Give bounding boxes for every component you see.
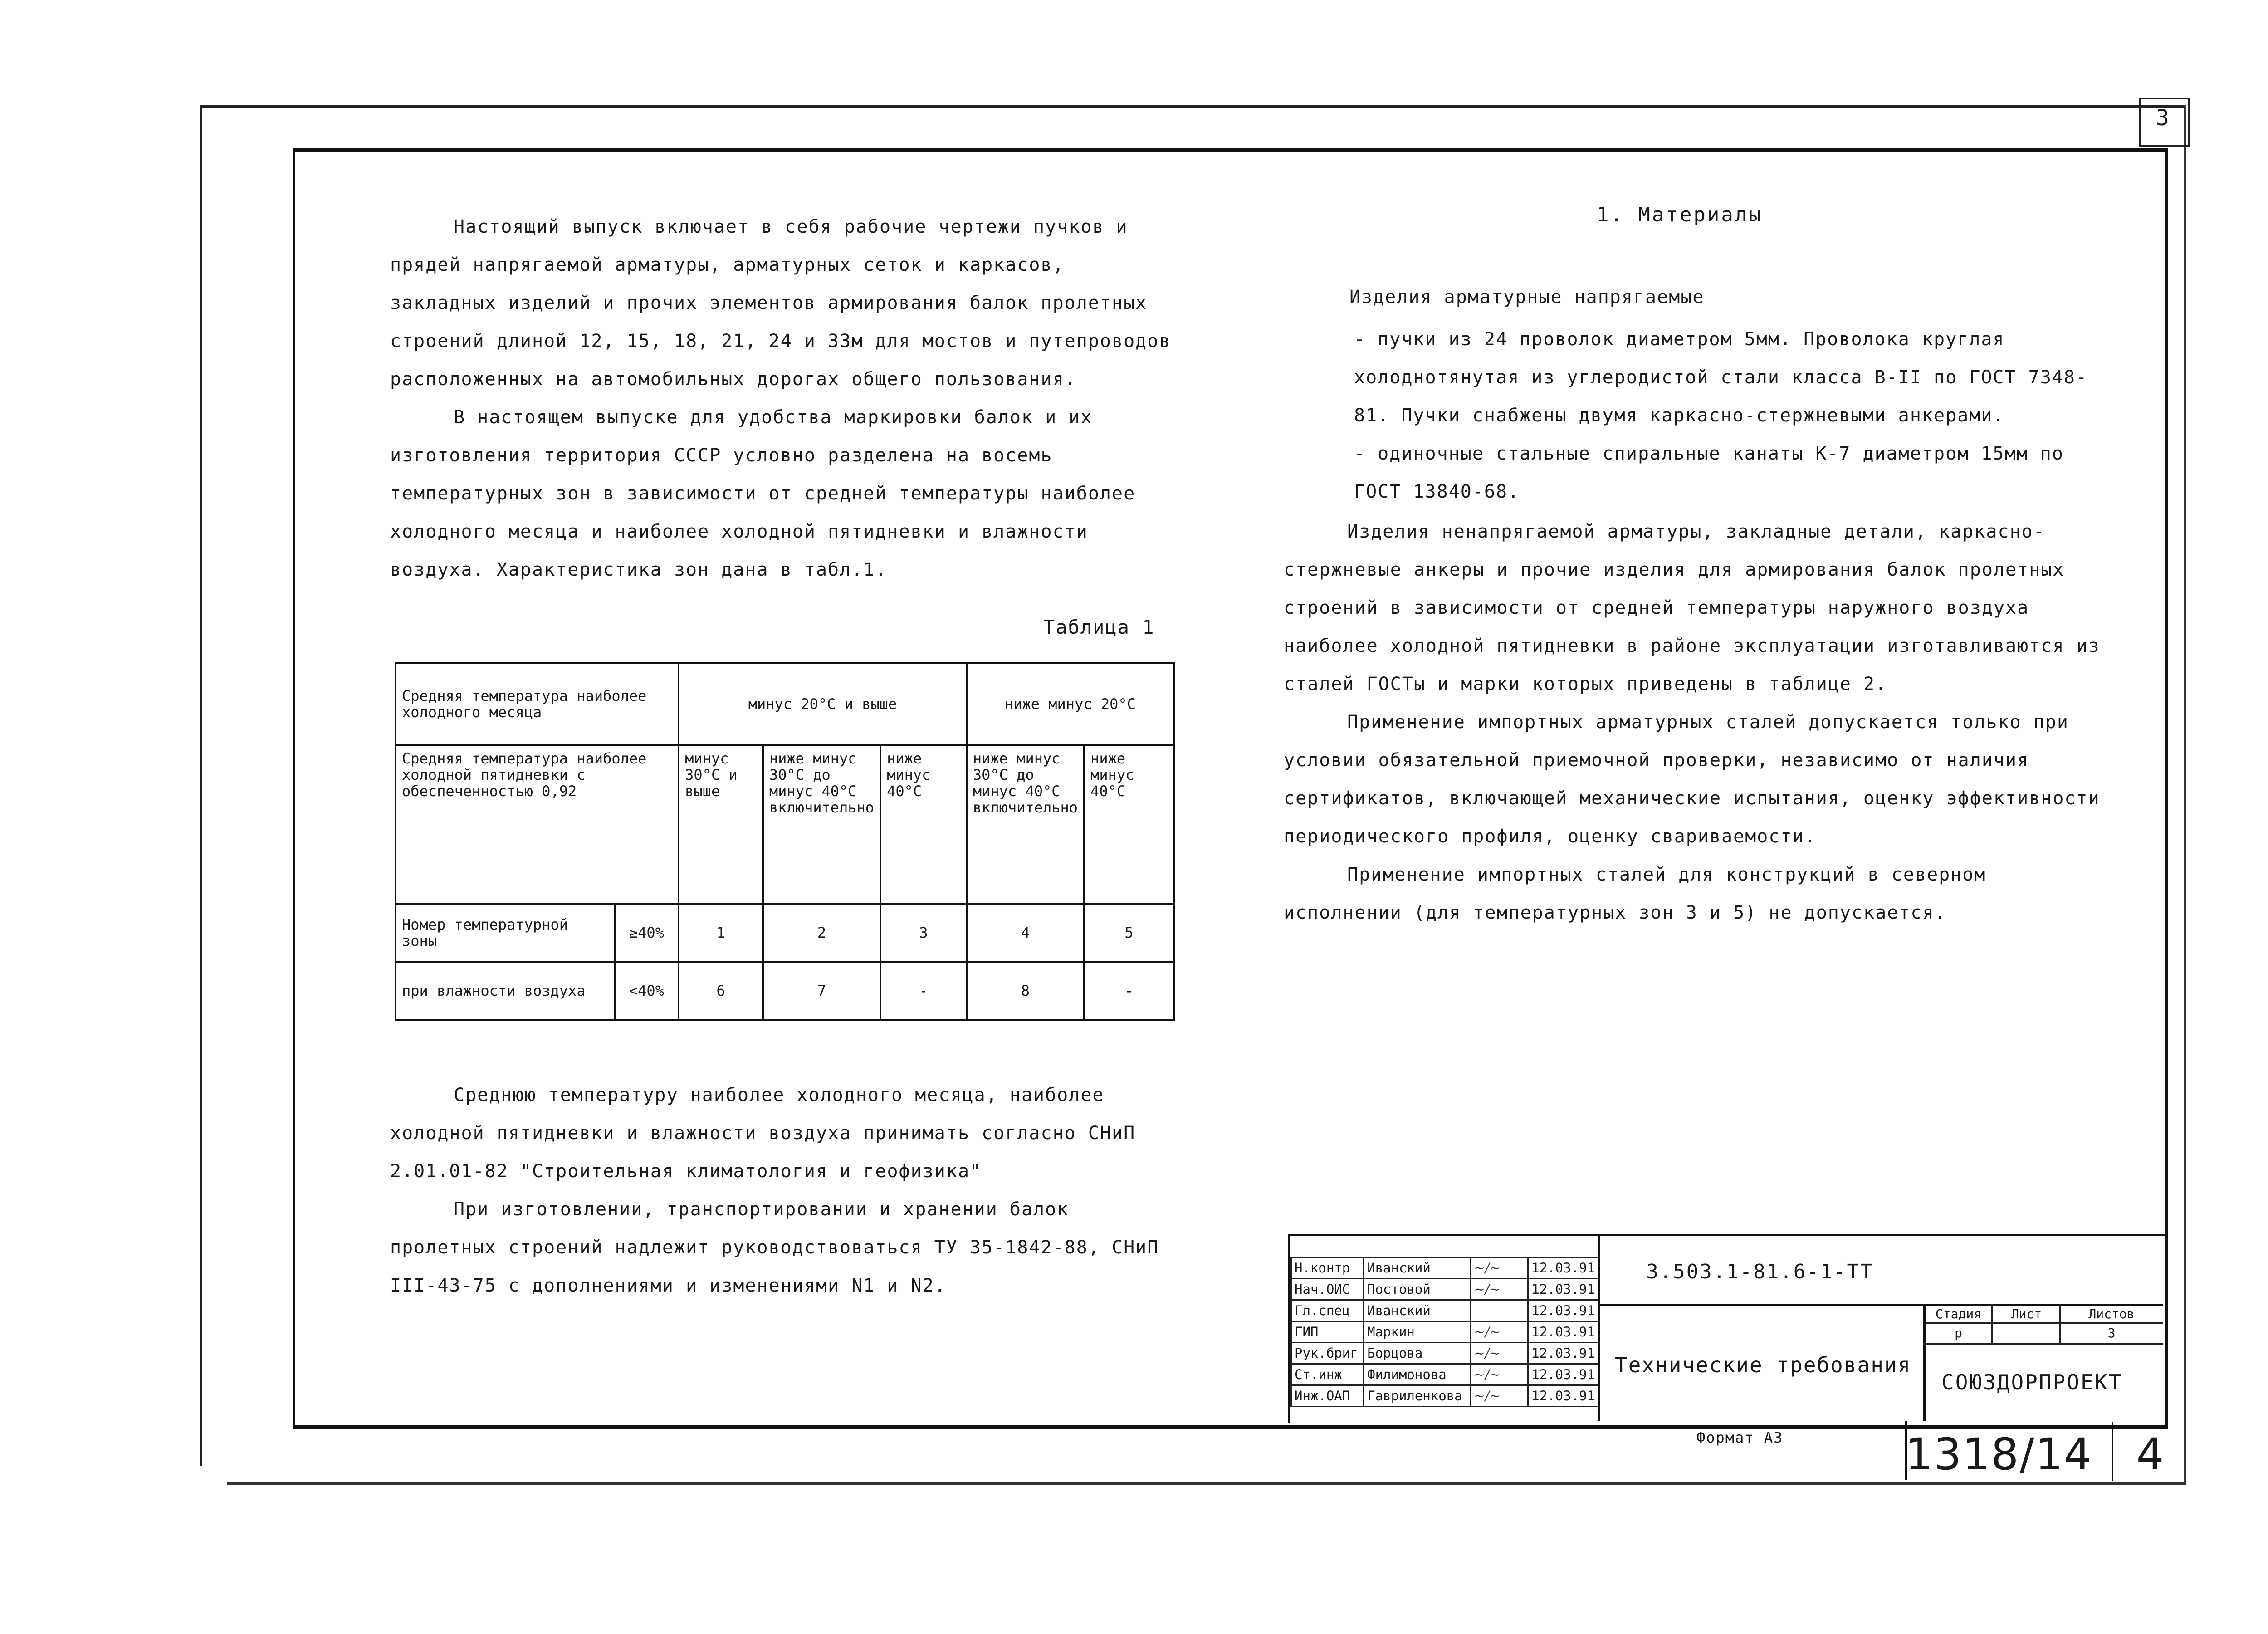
bullet-bundles: - пучки из 24 проволок диаметром 5мм. Проволока круглая холоднотянутая из углеродистой стали класса B-II по ГОСТ 7348-81. Пучки снабжены двумя каркасно-стержневыми анкерами. [1354,329,2088,426]
approval-date: 12.03.91 [1528,1321,1598,1343]
stage-label: Стадия [1935,1306,1982,1321]
approval-row [1291,1321,1598,1343]
approval-table [1290,1257,1599,1407]
approval-name: Филимонова [1364,1364,1471,1385]
section-subheading: Изделия арматурные напрягаемые [1349,287,1705,308]
approval-date: 12.03.91 [1528,1343,1598,1364]
approval-row [1291,1364,1598,1385]
inventory-divider [2112,1422,2113,1481]
intro-text [390,208,1179,589]
zone-cell: 7 [763,962,880,1020]
outer-frame-right [2184,105,2186,1482]
approval-signature: ~/~ [1471,1279,1528,1300]
approval-role: Гл.спец [1291,1300,1364,1321]
approval-row [1291,1300,1598,1321]
zone-cell: 6 [679,962,763,1020]
humidity-label: при влажности воздуха [396,962,615,1020]
approval-row [1291,1279,1598,1300]
stage-value: р [1955,1326,1962,1340]
row-header-coldest-month: Средняя температура наиболее холодного месяца [396,663,679,745]
title-block-divider [2059,1304,2061,1343]
approval-row [1291,1385,1598,1407]
zone-cell: 8 [967,962,1084,1020]
approval-role: ГИП [1291,1321,1364,1343]
zone-cell: - [1084,962,1174,1020]
approval-signature [1471,1300,1528,1321]
sheets-label: Листов [2088,1306,2135,1321]
sheet-label: Лист [2011,1306,2042,1321]
approval-name: Гавриленкова [1364,1385,1471,1407]
approval-role: Ст.инж [1291,1364,1364,1385]
approval-name: Постовой [1364,1279,1471,1300]
outer-frame-top [200,105,2186,108]
col-group-a: минус 20°С и выше [679,663,967,745]
approval-date: 12.03.91 [1528,1300,1598,1321]
zone-number-label: Номер температурной зоны [396,904,615,962]
temperature-zones-table [395,662,1175,1021]
materials-text [1284,513,2109,932]
approval-signature: ~/~ [1471,1364,1528,1385]
outer-frame-left [200,105,202,1466]
approval-name: Маркин [1364,1321,1471,1343]
after-table-paragraph-1: Среднюю температуру наиболее холодного месяца, наиболее холодной пятидневки и влажности воздуха принимать согласно СНиП 2.01.01-82 "Строительная климатология и геофизика" [390,1085,1136,1182]
title-block-divider [1923,1322,2163,1324]
paper-format: Формат А3 [1696,1429,1784,1446]
approval-role: Инж.ОАП [1291,1385,1364,1407]
after-table-text [390,1076,1179,1305]
zone-cell: 2 [763,904,880,962]
page-number: 4 [2136,1429,2164,1480]
approval-name: Борцова [1364,1343,1471,1364]
sub-header-5: ниже минус 40°С [1084,745,1174,904]
approval-signature: ~/~ [1471,1321,1528,1343]
document-code: 3.503.1-81.6-1-ТТ [1646,1260,1874,1283]
row-header-coldest-five-days: Средняя температура наиболее холодной пятидневки с обеспеченностью 0,92 [396,745,679,904]
humidity-low: <40% [615,962,679,1020]
approval-name: Иванский [1364,1300,1471,1321]
materials-bullets [1354,320,2116,511]
after-table-paragraph-2: При изготовлении, транспортировании и хранении балок пролетных строений надлежит руководствоваться ТУ 35-1842-88, СНиП III-43-75 с дополнениями и изменениями N1 и N2. [390,1199,1159,1296]
zone-cell: 5 [1084,904,1174,962]
table-caption: Таблица 1 [1043,616,1155,638]
approval-date: 12.03.91 [1528,1385,1598,1407]
approval-row [1291,1257,1598,1279]
approval-name: Иванский [1364,1257,1471,1279]
materials-paragraph-1: Изделия ненапрягаемой арматуры, закладные детали, каркасно-стержневые анкеры и прочие изделия для армирования балок пролетных строений в зависимости от средней температуры наружного воздуха наиболее холодной пятидневки в районе эксплуатации изготавливаются из сталей ГОСТы и марки которых приведены в таблице 2. [1284,521,2100,695]
sub-header-3: ниже минус 40°С [880,745,967,904]
organization-name: СОЮЗДОРПРОЕКТ [1941,1370,2123,1394]
materials-paragraph-2: Применение импортных арматурных сталей допускается только при условии обязательной приемочной проверки, независимо от наличия сертификатов, включающей механические испытания, оценку эффективности периодического профиля, оценку свариваемости. [1284,712,2100,847]
title-block-divider [1991,1304,1993,1343]
title-block-divider [1923,1304,1926,1421]
approval-date: 12.03.91 [1528,1279,1598,1300]
approval-signature: ~/~ [1471,1385,1528,1407]
materials-paragraph-3: Применение импортных сталей для конструкций в северном исполнении (для температурных зон 3 и 5) не допускается. [1284,864,1986,923]
sub-header-4: ниже минус 30°С до минус 40°С включительно [967,745,1084,904]
outer-frame-bottom [227,1482,2186,1485]
sheet-number: 3 [2156,105,2169,131]
document-title: Технические требования [1615,1353,1911,1377]
approval-signature: ~/~ [1471,1343,1528,1364]
approval-signature: ~/~ [1471,1257,1528,1279]
approval-row [1291,1343,1598,1364]
bullet-ropes: - одиночные стальные спиральные канаты К-7 диаметром 15мм по ГОСТ 13840-68. [1354,443,2064,502]
zone-cell: - [880,962,967,1020]
approval-role: Нач.ОИС [1291,1279,1364,1300]
approval-date: 12.03.91 [1528,1257,1598,1279]
approval-date: 12.03.91 [1528,1364,1598,1385]
sub-header-1: минус 30°С и выше [679,745,763,904]
col-group-b: ниже минус 20°С [967,663,1174,745]
approval-role: Рук.бриг [1291,1343,1364,1364]
sheets-value: 3 [2107,1326,2116,1340]
zone-cell: 4 [967,904,1084,962]
humidity-high: ≥40% [615,904,679,962]
sub-header-2: ниже минус 30°С до минус 40°С включительно [763,745,880,904]
approval-role: Н.контр [1291,1257,1364,1279]
inventory-number: 1318/14 [1905,1429,2092,1480]
intro-paragraph-1: Настоящий выпуск включает в себя рабочие чертежи пучков и прядей напрягаемой арматуры, арматурных сеток и каркасов, закладных изделий и прочих элементов армирования балок пролетных строений длиной 12, 15, 18, 21, 24 и 33м для мостов и путепроводов расположенных на автомобильных дорогах общего пользования. [390,216,1171,390]
zone-cell: 3 [880,904,967,962]
zone-cell: 1 [679,904,763,962]
intro-paragraph-2: В настоящем выпуске для удобства маркировки балок и их изготовления территория СССР условно разделена на восемь температурных зон в зависимости от средней температуры наиболее холодного месяца и наиболее холодной пятидневки и влажности воздуха. Характеристика зон дана в табл.1. [390,407,1136,580]
title-block-divider [1923,1343,2163,1345]
section-heading: 1. Материалы [1597,203,1763,226]
